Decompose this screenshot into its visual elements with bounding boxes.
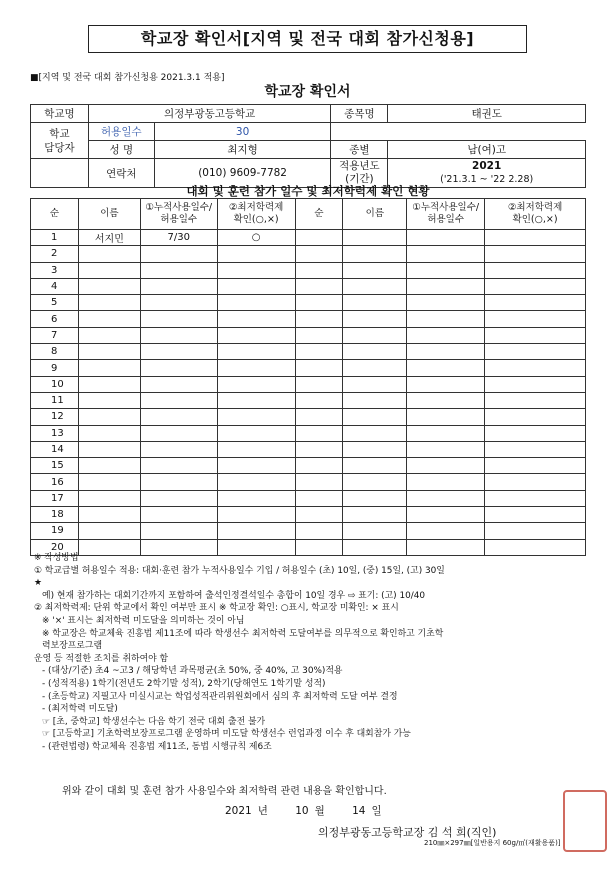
- row-number: 18: [31, 507, 79, 523]
- allowed-days-label: 허용일수: [88, 123, 154, 141]
- header-check-2: [485, 199, 586, 230]
- row-check-2: [485, 409, 586, 425]
- row-number-2: [295, 246, 343, 262]
- row-check-2: [485, 262, 586, 278]
- row-number-2: [295, 441, 343, 457]
- note-line: - (성적적용) 1학기(전년도 2학기말 성적), 2학기(당해연도 1학기말 성적): [42, 678, 326, 689]
- teacher-label-line-1: 학교: [49, 127, 70, 140]
- note-line: 력보장프로그램: [42, 641, 103, 652]
- date-year-unit: 년: [257, 805, 268, 817]
- row-days-2: [407, 376, 485, 392]
- row-check-2: [485, 376, 586, 392]
- header-days-2: [407, 199, 485, 230]
- row-number-2: [295, 458, 343, 474]
- row-name: [78, 360, 140, 376]
- row-check: [217, 523, 295, 539]
- date-month-unit: 월: [314, 805, 325, 817]
- row-name: [78, 344, 140, 360]
- row-name: [78, 507, 140, 523]
- row-number: 7: [31, 327, 79, 343]
- table-row: [31, 490, 586, 506]
- row-name-2: [343, 246, 407, 262]
- row-name-2: [343, 230, 407, 246]
- row-name-2: [343, 474, 407, 490]
- row-name: [78, 376, 140, 392]
- row-days-2: [407, 230, 485, 246]
- row-number: 9: [31, 360, 79, 376]
- row-number: 3: [31, 262, 79, 278]
- row-check-2: [485, 507, 586, 523]
- row-number: 14: [31, 441, 79, 457]
- row-check-2: [485, 425, 586, 441]
- row-check: [217, 262, 295, 278]
- row-check: [217, 490, 295, 506]
- table-row: [31, 278, 586, 294]
- participation-table: [30, 198, 586, 556]
- date-line: [225, 803, 388, 818]
- header-check-2-line-1: ②최저학력제: [507, 202, 563, 213]
- form-note: ■[지역 및 전국 대회 참가신청용 2021.3.1 적용]: [30, 73, 225, 83]
- official-seal: [563, 790, 607, 852]
- row-check-2: [485, 360, 586, 376]
- row-days-2: [407, 409, 485, 425]
- gender-value: 남(여)고: [388, 141, 586, 159]
- row-number-2: [295, 344, 343, 360]
- school-name: 의정부광동고등학교: [88, 105, 331, 123]
- row-check: [217, 507, 295, 523]
- row-check-2: [485, 441, 586, 457]
- row-name-2: [343, 327, 407, 343]
- row-days-2: [407, 392, 485, 408]
- row-check-2: [485, 344, 586, 360]
- row-number: 19: [31, 523, 79, 539]
- table-row: [31, 458, 586, 474]
- note-line: 예) 현재 참가하는 대회기간까지 포함하여 출석인정결석일수 총합이 10일 경우 ⇨ 표기: (고) 10/40: [42, 590, 426, 601]
- row-number-2: [295, 474, 343, 490]
- paper-spec: 210㎜×297㎜[일반용지 60g/㎡(재활용품)]: [424, 839, 561, 847]
- note-line: ② 최저학력제: 단위 학교에서 확인 여부만 표시 ※ 학교장 확인: ○표시, 학교장 미확인: × 표시: [34, 603, 399, 614]
- row-number-2: [295, 376, 343, 392]
- row-number: 10: [31, 376, 79, 392]
- contact-value: (010) 9609-7782: [154, 159, 331, 188]
- row-days: [140, 262, 217, 278]
- note-line: ★: [34, 578, 42, 589]
- row-days-2: [407, 507, 485, 523]
- row-name-2: [343, 458, 407, 474]
- row-name-2: [343, 507, 407, 523]
- row-days-2: [407, 441, 485, 457]
- header-days-line-2: 허용일수: [160, 214, 198, 225]
- row-number: 8: [31, 344, 79, 360]
- school-info-table: [30, 104, 586, 188]
- table-row: [31, 311, 586, 327]
- header-days-line-1: ①누적사용일수/: [145, 202, 213, 213]
- row-check: ○: [217, 230, 295, 246]
- row-name: [78, 441, 140, 457]
- row-name: [78, 474, 140, 490]
- row-number-2: [295, 490, 343, 506]
- table-row: [31, 409, 586, 425]
- table-row: [31, 246, 586, 262]
- row-days: [140, 376, 217, 392]
- table-row: [31, 523, 586, 539]
- row-number-2: [295, 507, 343, 523]
- row-name-2: [343, 311, 407, 327]
- note-line: ※ 작성방법: [34, 553, 79, 563]
- row-name-2: [343, 278, 407, 294]
- row-name-2: [343, 409, 407, 425]
- row-check-2: [485, 311, 586, 327]
- row-number: 20: [31, 539, 79, 555]
- row-check-2: [485, 458, 586, 474]
- row-number-2: [295, 311, 343, 327]
- row-days-2: [407, 246, 485, 262]
- teacher-label-line-2: 담당자: [44, 141, 75, 154]
- row-days: [140, 295, 217, 311]
- row-number: 4: [31, 278, 79, 294]
- row-name: [78, 523, 140, 539]
- teacher-label: [31, 123, 89, 159]
- document-title: 학교장 확인서[지역 및 전국 대회 참가신청용]: [88, 25, 527, 53]
- note-line: - (초등학교) 지필고사 미실시교는 학업성적관리위원회에서 심의 후 최저학력 도달 여부 결정: [42, 691, 398, 702]
- row-days: [140, 360, 217, 376]
- year-period: ('21.3.1 ~ '22 2.28): [440, 174, 534, 185]
- table-row: [31, 230, 586, 246]
- row-days: [140, 278, 217, 294]
- row-check: [217, 360, 295, 376]
- table-row: [31, 425, 586, 441]
- row-name-2: [343, 344, 407, 360]
- row-name: [78, 392, 140, 408]
- row-days-2: [407, 490, 485, 506]
- row-number: 2: [31, 246, 79, 262]
- row-check-2: [485, 278, 586, 294]
- date-day-unit: 일: [371, 805, 382, 817]
- date-year: 2021: [225, 805, 252, 817]
- row-check-2: [485, 295, 586, 311]
- row-days-2: [407, 425, 485, 441]
- row-name-2: [343, 392, 407, 408]
- row-check-2: [485, 327, 586, 343]
- row-check: [217, 311, 295, 327]
- row-name: [78, 278, 140, 294]
- header-check-line-2: 확인(○,×): [233, 214, 279, 225]
- row-check-2: [485, 490, 586, 506]
- note-line: ☞ [고등학교] 기초학력보장프로그램 운영하며 미도달 학생선수 런업과정 이수 후 대회참가 가능: [42, 729, 411, 740]
- row-name: 서지민: [78, 230, 140, 246]
- row-days-2: [407, 278, 485, 294]
- row-number-2: [295, 425, 343, 441]
- note-line: 운영 등 적절한 조치를 취하여야 함: [34, 653, 169, 664]
- note-line: ※ 학교장은 학교체육 진흥법 제11조에 따라 학생선수 최저학력 도달여부를 의무적으로 확인하고 기초학: [42, 628, 444, 639]
- row-number-2: [295, 409, 343, 425]
- row-number: 6: [31, 311, 79, 327]
- row-name: [78, 246, 140, 262]
- allowed-days-value: 30: [154, 123, 331, 141]
- row-name-2: [343, 523, 407, 539]
- row-days: [140, 490, 217, 506]
- row-days-2: [407, 523, 485, 539]
- notes: [34, 552, 594, 754]
- row-days: [140, 425, 217, 441]
- row-days: [140, 409, 217, 425]
- rows-body: [31, 230, 586, 556]
- note-line: ☞ [초, 중학교] 학생선수는 다음 학기 전국 대회 출전 불가: [42, 716, 266, 727]
- table-row: [31, 441, 586, 457]
- row-name: [78, 490, 140, 506]
- row-days: [140, 392, 217, 408]
- table-row: [31, 392, 586, 408]
- contact-label: 연락처: [88, 159, 154, 188]
- header-check-line-1: ②최저학력제: [228, 202, 284, 213]
- table-row: [31, 376, 586, 392]
- note-line: - (최저학력 미도달): [42, 704, 118, 715]
- name-label: 성 명: [88, 141, 154, 159]
- event-label: 종목명: [331, 105, 388, 123]
- row-check-2: [485, 474, 586, 490]
- row-number-2: [295, 523, 343, 539]
- row-number-2: [295, 278, 343, 294]
- header-days-2-line-1: ①누적사용일수/: [412, 202, 480, 213]
- signer: 의정부광동고등학교장 김 석 희(직인): [318, 826, 497, 839]
- table-row: [31, 507, 586, 523]
- row-name-2: [343, 360, 407, 376]
- note-line: ※ '×' 표시는 최저학력 미도달을 의미하는 것이 아님: [42, 615, 245, 626]
- row-days: [140, 327, 217, 343]
- school-label: 학교명: [31, 105, 89, 123]
- row-number-2: [295, 327, 343, 343]
- year-label-line-1: 적용년도: [339, 160, 380, 172]
- header-days-2-line-2: 허용일수: [427, 214, 465, 225]
- row-name: [78, 262, 140, 278]
- row-number: 15: [31, 458, 79, 474]
- header-check-2-line-2: 확인(○,×): [512, 214, 558, 225]
- row-name-2: [343, 262, 407, 278]
- date-month: 10: [295, 805, 309, 817]
- sub-title: 학교장 확인서: [264, 84, 351, 100]
- row-days-2: [407, 458, 485, 474]
- row-days: [140, 523, 217, 539]
- row-days: 7/30: [140, 230, 217, 246]
- row-days: [140, 507, 217, 523]
- row-number: 5: [31, 295, 79, 311]
- row-days: [140, 311, 217, 327]
- table-row: [31, 474, 586, 490]
- table-row: [31, 344, 586, 360]
- row-days: [140, 344, 217, 360]
- row-number-2: [295, 230, 343, 246]
- row-check: [217, 392, 295, 408]
- row-check-2: [485, 230, 586, 246]
- date-day: 14: [352, 805, 366, 817]
- row-days-2: [407, 327, 485, 343]
- row-check: [217, 295, 295, 311]
- row-number: 13: [31, 425, 79, 441]
- row-name: [78, 458, 140, 474]
- row-name: [78, 327, 140, 343]
- year-value: 2021: [472, 160, 502, 172]
- row-name-2: [343, 490, 407, 506]
- row-check: [217, 441, 295, 457]
- row-number-2: [295, 262, 343, 278]
- row-check: [217, 278, 295, 294]
- event-value: 태권도: [388, 105, 586, 123]
- row-number: 17: [31, 490, 79, 506]
- note-line: ① 학교급별 허용일수 적용: 대회·훈련 참가 누적사용일수 기입 / 허용일수 (초) 10일, (중) 15일, (고) 30일: [34, 565, 445, 576]
- row-number: 12: [31, 409, 79, 425]
- row-name-2: [343, 295, 407, 311]
- table-row: [31, 262, 586, 278]
- row-days-2: [407, 360, 485, 376]
- row-days: [140, 441, 217, 457]
- row-number: 1: [31, 230, 79, 246]
- table-row: [31, 295, 586, 311]
- row-days-2: [407, 474, 485, 490]
- row-days: [140, 246, 217, 262]
- row-check: [217, 246, 295, 262]
- row-check: [217, 409, 295, 425]
- header-check: [217, 199, 295, 230]
- row-days: [140, 458, 217, 474]
- row-check: [217, 327, 295, 343]
- row-name: [78, 425, 140, 441]
- header-days: [140, 199, 217, 230]
- row-days-2: [407, 295, 485, 311]
- row-name: [78, 295, 140, 311]
- row-name-2: [343, 376, 407, 392]
- header-name: 이름: [78, 199, 140, 230]
- list-title: 대회 및 훈련 참가 일수 및 최저학력제 확인 현황: [186, 184, 430, 198]
- teacher-name: 최지형: [154, 141, 331, 159]
- row-check: [217, 425, 295, 441]
- row-check-2: [485, 392, 586, 408]
- row-number: 11: [31, 392, 79, 408]
- row-days: [140, 474, 217, 490]
- note-line: - (관련법령) 학교체육 진흥법 제11조, 동법 시행규칙 제6조: [42, 741, 272, 752]
- gender-label: 종별: [331, 141, 388, 159]
- table-row: [31, 327, 586, 343]
- row-check: [217, 376, 295, 392]
- row-number-2: [295, 295, 343, 311]
- row-check: [217, 458, 295, 474]
- row-name-2: [343, 425, 407, 441]
- row-number: 16: [31, 474, 79, 490]
- header-num: 순: [31, 199, 79, 230]
- row-days-2: [407, 262, 485, 278]
- row-check-2: [485, 246, 586, 262]
- row-name: [78, 311, 140, 327]
- year-label-line-2: (기간): [345, 173, 374, 185]
- row-check-2: [485, 523, 586, 539]
- row-check: [217, 344, 295, 360]
- row-number-2: [295, 360, 343, 376]
- row-name: [78, 409, 140, 425]
- header-name-2: 이름: [343, 199, 407, 230]
- note-line: - (대상/기준) 초4 ~고3 / 해당학년 과목평균(초 50%, 중 40%, 고 30%)적용: [42, 666, 343, 677]
- row-days-2: [407, 311, 485, 327]
- row-check: [217, 474, 295, 490]
- table-row: [31, 360, 586, 376]
- row-number-2: [295, 392, 343, 408]
- row-name-2: [343, 441, 407, 457]
- confirm-text: 위와 같이 대회 및 훈련 참가 사용일수와 최저학력 관련 내용을 확인합니다.: [62, 786, 387, 797]
- header-num-2: 순: [295, 199, 343, 230]
- row-days-2: [407, 344, 485, 360]
